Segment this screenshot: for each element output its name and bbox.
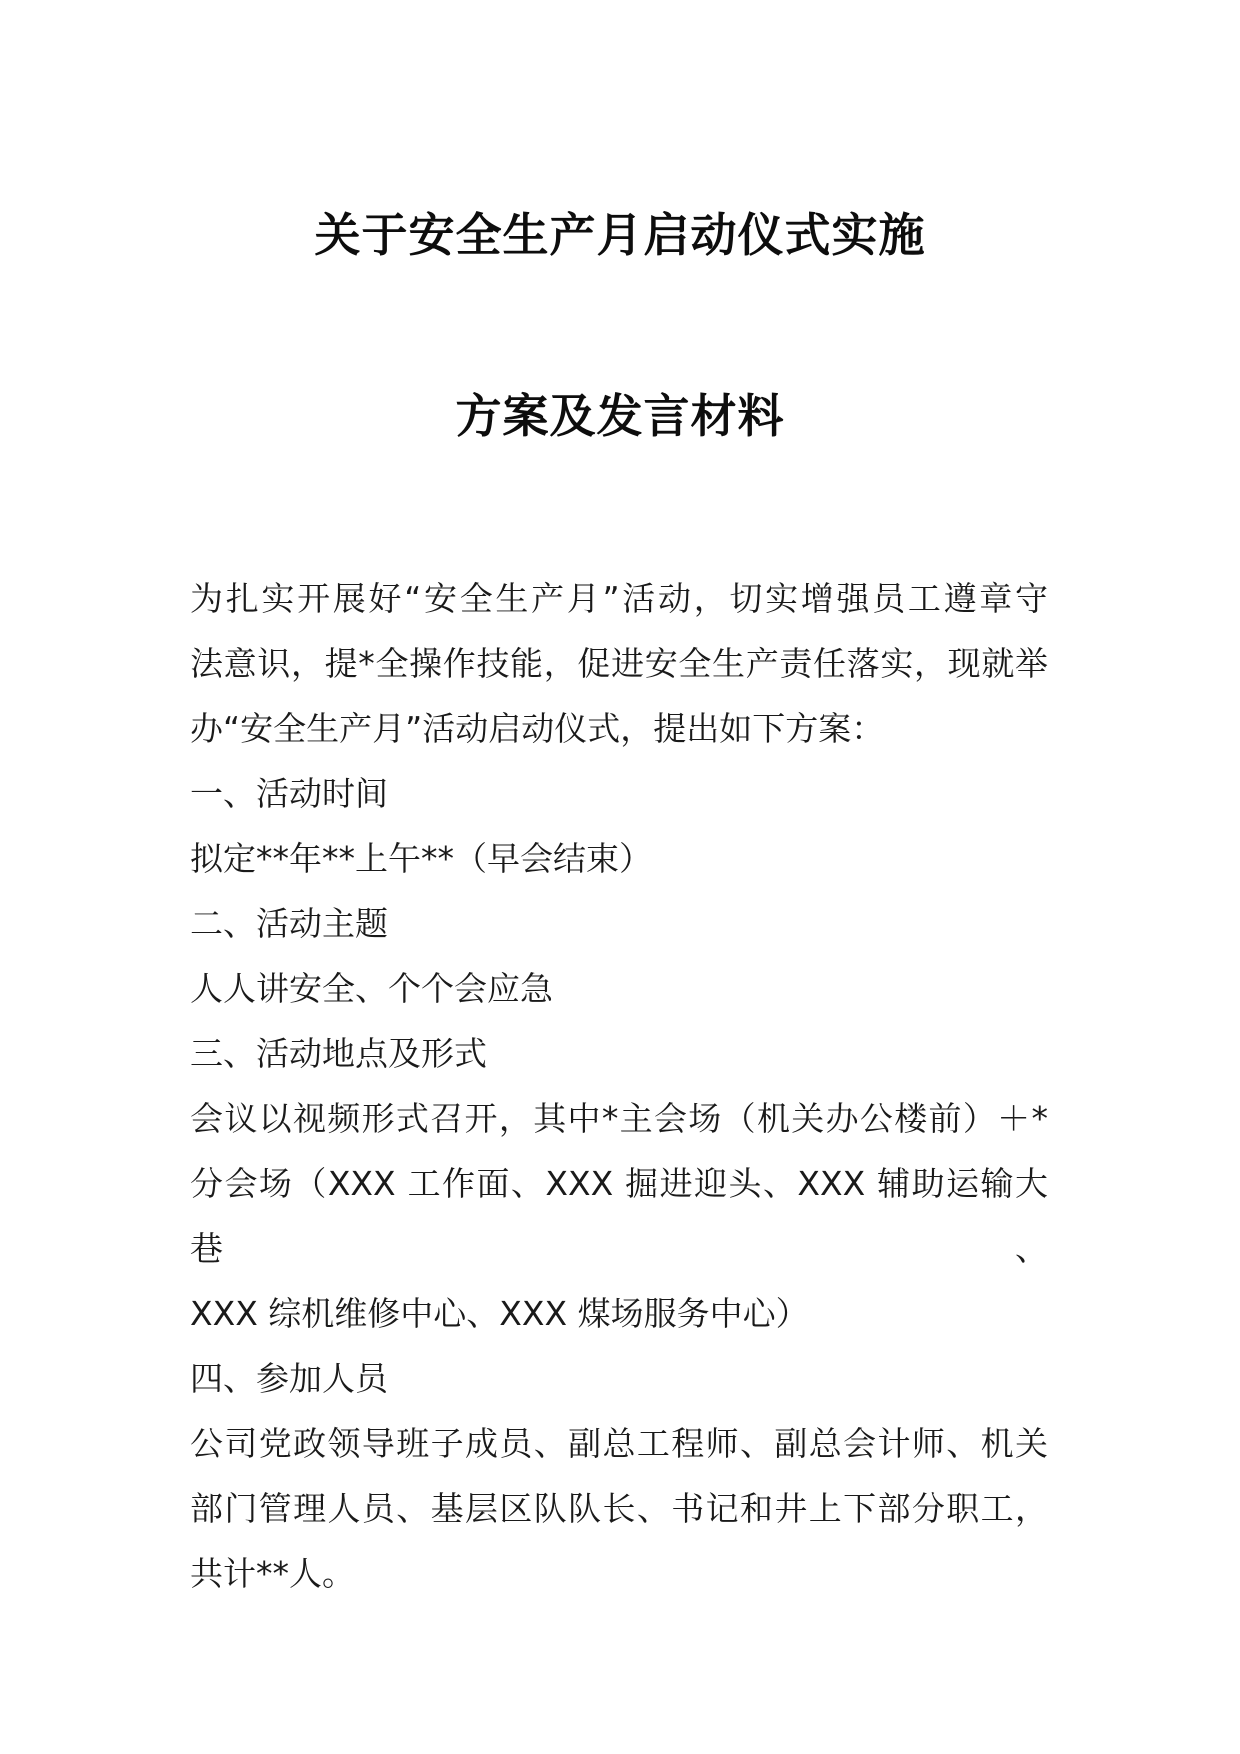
document-body — [190, 566, 1048, 1606]
page-title-line-2: 方案及发言材料 — [455, 389, 785, 443]
body-line: 会议以视频形式召开，其中*主会场（机关办公楼前）＋* — [190, 1099, 1048, 1138]
body-line: 拟定**年**上午**（早会结束） — [190, 839, 652, 878]
body-line: 分会场（XXX 工作面、XXX 掘进迎头、XXX 辅助运输大巷、 — [190, 1164, 1048, 1268]
body-line: 法意识，提*全操作技能，促进安全生产责任落实，现就举 — [190, 644, 1048, 683]
page-title-line-1: 关于安全生产月启动仪式实施 — [314, 208, 926, 262]
body-line: 部门管理人员、基层区队队长、书记和井上下部分职工， — [190, 1489, 1048, 1528]
body-line: 二、活动主题 — [190, 904, 388, 943]
body-line: 共计**人。 — [190, 1554, 355, 1593]
body-line: 一、活动时间 — [190, 774, 388, 813]
body-line: 为扎实开展好“安全生产月”活动，切实增强员工遵章守 — [190, 579, 1048, 618]
body-line: 办“安全生产月”活动启动仪式，提出如下方案： — [190, 709, 885, 748]
body-line: 三、活动地点及形式 — [190, 1034, 487, 1073]
body-line: 人人讲安全、个个会应急 — [190, 969, 553, 1008]
body-line: 公司党政领导班子成员、副总工程师、副总会计师、机关 — [190, 1424, 1048, 1463]
body-line: XXX 综机维修中心、XXX 煤场服务中心） — [190, 1294, 809, 1333]
body-line: 四、参加人员 — [190, 1359, 388, 1398]
